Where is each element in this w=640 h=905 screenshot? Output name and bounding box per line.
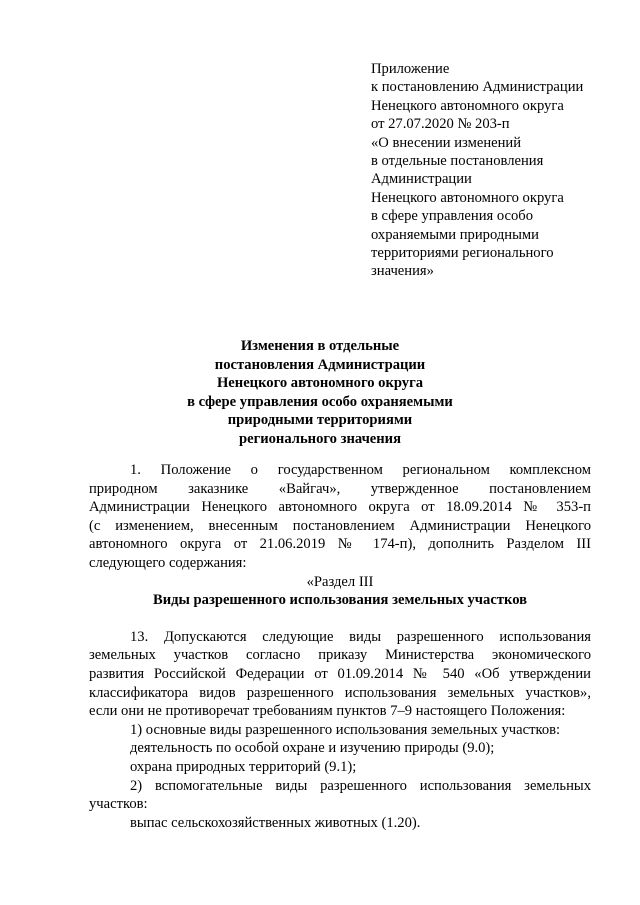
appendix-line: в отдельные постановления bbox=[371, 153, 544, 170]
appendix-line: Приложение bbox=[371, 61, 450, 77]
aux-uses-heading-continued: участков: bbox=[89, 796, 148, 813]
title-line: регионального значения bbox=[239, 430, 401, 447]
paragraph-line: 1. Положение о государственном региональном комплексном bbox=[130, 462, 591, 478]
section-title: Виды разрешенного использования земельных участков bbox=[152, 592, 528, 609]
appendix-line: Администрации bbox=[371, 171, 472, 188]
list-item: деятельность по особой охране и изучению природы (9.0); bbox=[130, 740, 495, 757]
paragraph-line: 13. Допускаются следующие виды разрешенного использования bbox=[130, 628, 591, 645]
list-item: охрана природных территорий (9.1); bbox=[130, 758, 357, 775]
appendix-block bbox=[371, 60, 621, 281]
appendix-line: к постановлению Администрации bbox=[371, 79, 584, 96]
paragraph-line: земельных участков согласно приказу Министерства экономического bbox=[89, 647, 591, 664]
paragraph-line: если они не противоречат требованиям пунктов 7–9 настоящего Положения: bbox=[89, 703, 566, 720]
title-line: в сфере управления особо охраняемыми bbox=[187, 393, 453, 410]
appendix-line: охраняемыми природными bbox=[371, 226, 539, 243]
paragraph-line: Администрации Ненецкого автономного округа от 18.09.2014 № 353-п bbox=[89, 499, 591, 516]
aux-uses-heading: 2) вспомогательные виды разрешенного использования земельных bbox=[130, 777, 591, 794]
list-item: выпас сельскохозяйственных животных (1.20). bbox=[130, 814, 421, 831]
title-line: природными территориями bbox=[227, 412, 413, 429]
paragraph-item-13 bbox=[89, 628, 591, 721]
title-line: постановления Администрации bbox=[214, 356, 426, 373]
appendix-line: значения» bbox=[371, 263, 434, 280]
paragraph-line: развития Российской Федерации от 01.09.2014 № 540 «Об утверждении bbox=[89, 665, 591, 682]
paragraph-line: природном заказнике «Вайгач», утвержденное постановлением bbox=[89, 480, 591, 497]
spacer bbox=[89, 610, 591, 628]
document-title bbox=[150, 337, 490, 449]
appendix-line: Ненецкого автономного округа bbox=[371, 97, 564, 114]
main-uses-heading: 1) основные виды разрешенного использования земельных участков: bbox=[130, 721, 561, 738]
appendix-line: «О внесении изменений bbox=[371, 134, 522, 151]
paragraph-line: (с изменением, внесенным постановлением Администрации Ненецкого bbox=[89, 517, 591, 534]
appendix-line: в сфере управления особо bbox=[371, 208, 534, 225]
section-heading: «Раздел III bbox=[306, 573, 374, 590]
paragraph-line: классификатора видов разрешенного использования земельных участков», bbox=[89, 684, 591, 701]
document-body bbox=[89, 461, 591, 832]
paragraph-item-1 bbox=[89, 461, 591, 573]
allowed-uses-list bbox=[89, 721, 591, 833]
paragraph-line: следующего содержания: bbox=[89, 554, 247, 571]
appendix-line: территориями регионального bbox=[371, 245, 554, 262]
appendix-line: от 27.07.2020 № 203-п bbox=[371, 116, 510, 133]
paragraph-line: автономного округа от 21.06.2019 № 174-п), дополнить Разделом III bbox=[89, 536, 591, 553]
title-line: Изменения в отдельные bbox=[240, 338, 400, 354]
appendix-line: Ненецкого автономного округа bbox=[371, 189, 564, 206]
title-line: Ненецкого автономного округа bbox=[216, 375, 424, 392]
